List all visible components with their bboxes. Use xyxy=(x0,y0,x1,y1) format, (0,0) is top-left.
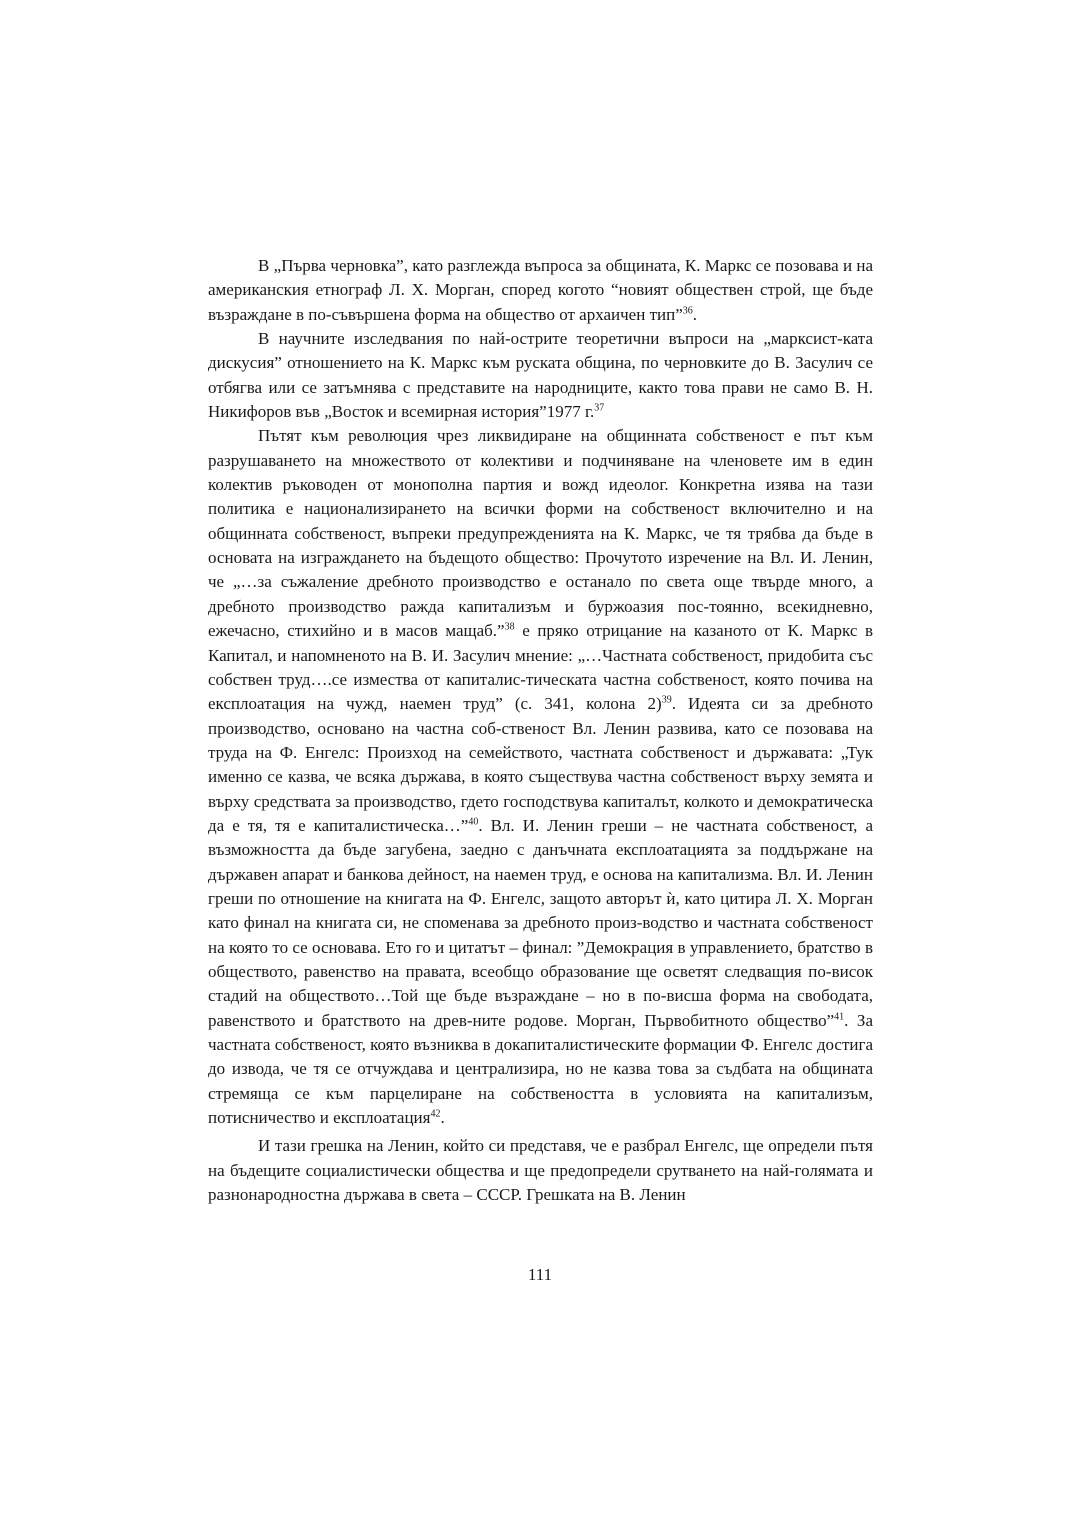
text-run: . xyxy=(440,1108,445,1128)
text-run: В „Първа черновка”, като разглежда въпроса за общината, К. Маркс се позовава и на американския етнограф Л. Х. Морган, според когото “новият обществен строй, ще бъде възраждане в по-съвършена форма на общество от архаичен тип” xyxy=(208,256,873,324)
paragraph-2 xyxy=(208,327,873,424)
text-run: е пряко отрицание на казаното от К. Маркс в Капитал, и напомненото на В. И. Засулич мнение: „…Частната собственост, придобита със собствен труд….се измества от капиталис-тическата частна собственост, която почива на експлоатация на чужд, наемен труд” (с. 341, колона 2) xyxy=(208,621,873,714)
paragraph-4 xyxy=(208,1134,873,1207)
text-run: . Идеята си за дребното производство, основано на частна соб-ственост Вл. Ленин развива, като се позовава на труда на Ф. Енгелс: Произход на семейството, частната собственост и държавата: „Тук именно се казва, че всяка държава, в която съществува частна собственост върху земята и върху средствата за производство, гдето господствува капиталът, колкото и демократическа да е тя, тя е капиталистическа…” xyxy=(208,694,873,835)
footnote-ref-38: 38 xyxy=(504,621,515,633)
footnote-ref-37: 37 xyxy=(594,402,605,414)
text-run: . Вл. И. Ленин греши – не частната собственост, а възможността да бъде загубена, заедно с данъчната експлоатацията за поддържане на държавен апарат и банкова дейност, на наемен труд, е основа на капитализма. Вл. И. Ленин греши по отношение на книгата на Ф. Енгелс, защото авторът ѝ, като цитира Л. Х. Морган като финал на книгата си, не споменава за дребното произ-водство и частната собственост на която то се основава. Ето го и цитатът – финал: ”Демокрация в управлението, братство в обществото, равенство на правата, всеобщо образование ще осветят следващия по-висок стадий на обществото…Той ще бъде възраждане – но в по-висша форма на свободата, равенството и братството на древ-ните родове. Морган, Първобитното общество” xyxy=(208,815,873,1030)
page-body-text xyxy=(208,254,873,1207)
text-run: В научните изследвания по най-острите теоретични въпроси на „марксист-ката дискусия” отношението на К. Маркс към руската община, по черновките до В. Засулич се отбягва или се затъмнява с представите на народниците, както това прави не само В. Н. Никифоров във „Восток и всемирная история”1977 г. xyxy=(208,329,873,422)
paragraph-3 xyxy=(208,424,873,1130)
footnote-ref-39: 39 xyxy=(661,694,672,706)
footnote-ref-40: 40 xyxy=(468,816,479,828)
text-run: Пътят към революция чрез ликвидиране на общинната собственост е път към разрушаването на множеството от колективи и подчиняване на членовете им в един колектив ръководен от монополна партия и вожд идеолог. Конкретна изява на тази политика е национализирането на всички форми на собственост включително и на общинната собственост, въпреки предупрежденията на К. Маркс, че тя трябва да бъде в основата на изграждането на бъдещото общество: Прочутото изречение на Вл. И. Ленин, че „…за съжаление дребното производство е останало по света още твърде много, а дребното производство ражда капитализъм и буржоазия пос-тоянно, всекидневно, ежечасно, стихийно и в масов мащаб.” xyxy=(208,426,873,641)
footnote-ref-41: 41 xyxy=(834,1011,845,1022)
text-run: . За частната собственост, която възниква в докапиталистическите формации Ф. Енгелс достига до извода, че тя се отчуждава и централизира, но не казва това за съдбата на общината стремяща се към парцелиране на собствеността в условията на капитализъм, потисничество и експлоатация xyxy=(208,1010,873,1128)
page-number: 111 xyxy=(527,1265,553,1284)
text-run: . xyxy=(692,304,697,324)
text-run: И тази грешка на Ленин, който си представя, че е разбрал Енгелс, ще определи пътя на бъдещите социалистически общества и ще предопредели срутването на най-голямата и разнонародностна държава в света – СССР. Грешката на В. Ленин xyxy=(208,1136,873,1205)
footnote-ref-42: 42 xyxy=(430,1108,441,1120)
footnote-ref-36: 36 xyxy=(682,305,693,317)
paragraph-1 xyxy=(208,254,873,327)
